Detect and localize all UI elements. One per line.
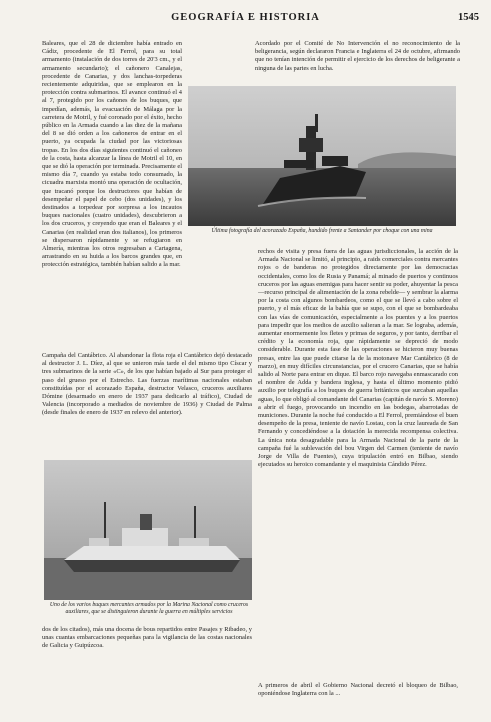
right-column-text: rechos de visita y presa fuera de las aguas jurisdiccionales, la acción de la Armada Nacional se limitó, al principio, a raids comerciales contra mercantes rojos o de banderas no protegidos directamente por las democracias occidentales, como los de Rusia y Panamá; al minado de puertos y continuos cruceros por las aguas enemigas para hacer sentir su poder, ahuyentar la pesca —recurso principal de alimentación de la zona rebelde— y sembrar la alarma por la costa con algunos bombardeos, como el que se llevó a cabo sobre el puerto, y el más eficaz de la bahía que se supo, con el que se bombardeaba con las vías de comunicación, especialmente a los puentes y a los puertos para impedir que los medios de auxilio salieran a la mar. Se lograba, además, aumentar enormemente los fletes y primas de seguros, y por tanto, derribar el crédito y la economía roja, que rápidamente se depreció de modo considerable. Durante esta fase de las operaciones se hicieron muy buenas presas, entre las que puede citarse la de la motonave Mar Cantábrico (8 de marzo), en muy difíciles circunstancias, por el crucero Canarias, que se había salido al Norte para entrar en dique. El barco rojo navegaba enmascarado con el nombre de Adda y bandera inglesa, y hasta el último momento pidió auxilio por telegrafía a los buques de guerra británicos que surcaban aquellas aguas, lo que obligó al comandante del Canarias (capitán de navío S. Moreno) a abrir el fuego, provocando un incendio en las bodegas, abarrotadas de municiones. Durante la noche fué conducido a El Ferrol, premiándose el buen desempeño de la presa, teniente de navío Lostau, con la cruz laureada de San Fernando y concediéndose a la dotación la merecida recompensa colectiva. La única nota desagradable para la Armada Nacional de la parte de la campaña fué la sublevación del bou Virgen del Carmen (teniente de navío Jorge de Villa de Fuentes), cuya tripulación entró en Bilbao, siendo ejecutados su heroico comandante y el maquinista Cándido Pérez.	[258, 248, 458, 469]
auxiliary-cruiser-photo	[44, 460, 252, 600]
left-column-top-text: Baleares, que el 28 de diciembre había entrado en Cádiz, procedente de El Ferrol, para su total armamento (instalación de dos torres de 20'3 cm., y el armamento secundario); el cañonero Canalejas, procedente de Canarias, y dos lanchas-torpederas recientemente adquiridas, que se emplearon en la protección contra submarinos. El avance continuó el 4 al 7, protegido por los cañones de los buques, que impedían, además, la evacuación de Málaga por la carretera de Motril, y fué coronado por el éxito, hecho público en la Armada cuando a las diez de la mañana del 8 se dió orden a los cañoneros de entrar en el puerto, ya ocupada la ciudad por las victoriosas tropas. En los dos días siguientes continuó el cañoneo de la costa, hasta alcanzar la línea de Motril el 10, en que se dió la operación por terminada. Precisamente el mismo día 7, cuando ya estaba todo consumado, la cicuadra marxista montó una operación de ocultación, que tracanó porque los destructores que habían de desempeñar el papel de cebo (dos unidades), y los destinados a torpedear por sorpresa a los incautos buques nacionales (cuatro unidades), descubrieron a los dos cruceros, y creyendo que eran el Baleares y el Canarias (en realidad eran dos italianos), los primeros se dispersaron rápidamente y se refugiaron en Almería, mientras los otros regresaban a Cartagena, arrastrando en su huida a los barcos grandes que, en protección estratégica, también habían salido a la mar.	[42, 40, 182, 269]
battleship-photo-caption: Última fotografía del acorazado España, hundido frente a Santander por choque con una mina	[211, 228, 433, 234]
auxiliary-cruiser-photo-caption: Uno de los varios buques mercantes armados por la Marina Nacional como cruceros auxiliares, que se distinguieron durante la guerra en múltiples servicios	[49, 602, 249, 615]
page-number: 1545	[458, 12, 479, 23]
left-column-bottom-text: dos de los citados), más una docena de bous repartidos entre Pasajes y Ribadeo, y unas cuantas embarcaciones pequeñas para la vigilancia de las costas nacionales de Galicia y Guipúzcoa.	[42, 626, 252, 650]
running-head: GEOGRAFÍA E HISTORIA	[171, 12, 320, 23]
battleship-photo-image	[188, 86, 456, 226]
auxiliary-cruiser-photo-image	[44, 460, 252, 600]
right-column-bottom-text: A primeros de abril el Gobierno Nacional decretó el bloqueo de Bilbao, oponiéndose Inglaterra con la ...	[258, 682, 458, 698]
battleship-photo	[188, 86, 456, 226]
right-column-top-text: Acordado por el Comité de No Intervención el no reconocimiento de la beligerancia, según declararon Francia e Inglaterra el 24 de octubre, afirmando que no tenían intención de permitir el ejercicio de los derechos de beligerante a ninguna de las partes en lucha.	[255, 40, 460, 72]
cantabrico-campaign-text: Campaña del Cantábrico. Al abandonar la flota roja el Cantábrico dejó destacado al destructor J. L. Díez, al que se unieron más tarde el del mismo tipo Císcar y tres submarinos de la serie «C», de los que habían bajado al Sur para proteger el paso del grueso por el Estrecho. Las fuerzas marítimas nacionales estaban constituídas por el acorazado España, destructor Velasco, cruceros auxiliares Dómine (desarmado en enero de 1937 para dedicarlo al tráfico), Ciudad de Valencia (incorporado a mediados de noviembre de 1936) y Ciudad de Palma (desde finales de enero de 1937 en relevo del anterior).	[42, 352, 252, 417]
